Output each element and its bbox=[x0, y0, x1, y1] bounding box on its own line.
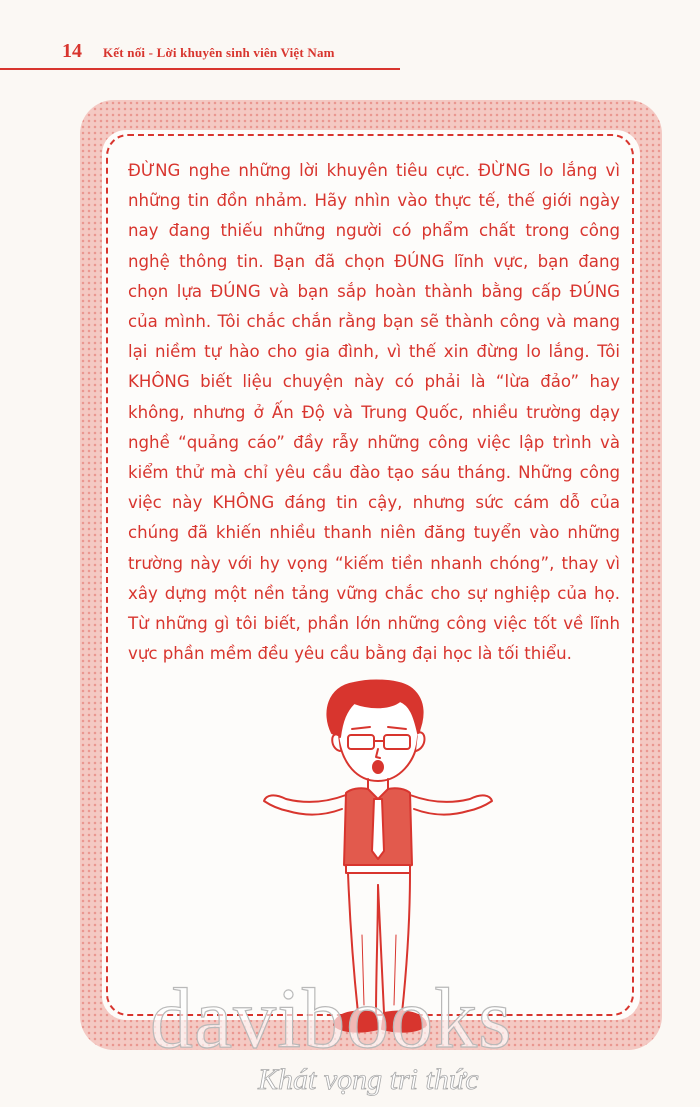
header-rule bbox=[0, 68, 400, 70]
page-header bbox=[0, 30, 700, 70]
watermark-tagline: Khát vọng tri thức bbox=[258, 1063, 479, 1096]
body-paragraph: ĐỪNG nghe những lời khuyên tiêu cực. ĐỪNG lo lắng vì những tin đồn nhảm. Hãy nhìn vào thực tế, thế giới ngày nay đang thiếu những người có phẩm chất trong công nghệ thông tin. Bạn đã chọn ĐÚNG lĩnh vực, bạn đang chọn lựa ĐÚNG và bạn sắp hoàn thành bằng cấp ĐÚNG của mình. Tôi chắc chắn rằng bạn sẽ thành công và mang lại niềm tự hào cho gia đình, vì thế xin đừng lo lắng. Tôi KHÔNG biết liệu chuyện này có phải là “lừa đảo” hay không, nhưng ở Ấn Độ và Trung Quốc, nhiều trường dạy nghề “quảng cáo” đầy rẫy những công việc lập trình và kiểm thử mà chỉ yêu cầu đào tạo sáu tháng. Những công việc này KHÔNG đáng tin cậy, nhưng sức cám dỗ của chúng đã khiến nhiều thanh niên đăng tuyển vào những trường này với hy vọng “kiếm tiền nhanh chóng”, thay vì xây dựng một nền tảng vững chắc cho sự nghiệp của họ. Từ những gì tôi biết, phần lớn những công việc tốt về lĩnh vực phần mềm đều yêu cầu bằng đại học là tối thiểu. bbox=[128, 161, 620, 664]
page-number: 14 bbox=[62, 40, 82, 62]
watermark-brand: davibooks bbox=[150, 970, 513, 1066]
running-title: Kết nối - Lời khuyên sinh viên Việt Nam bbox=[103, 45, 335, 60]
